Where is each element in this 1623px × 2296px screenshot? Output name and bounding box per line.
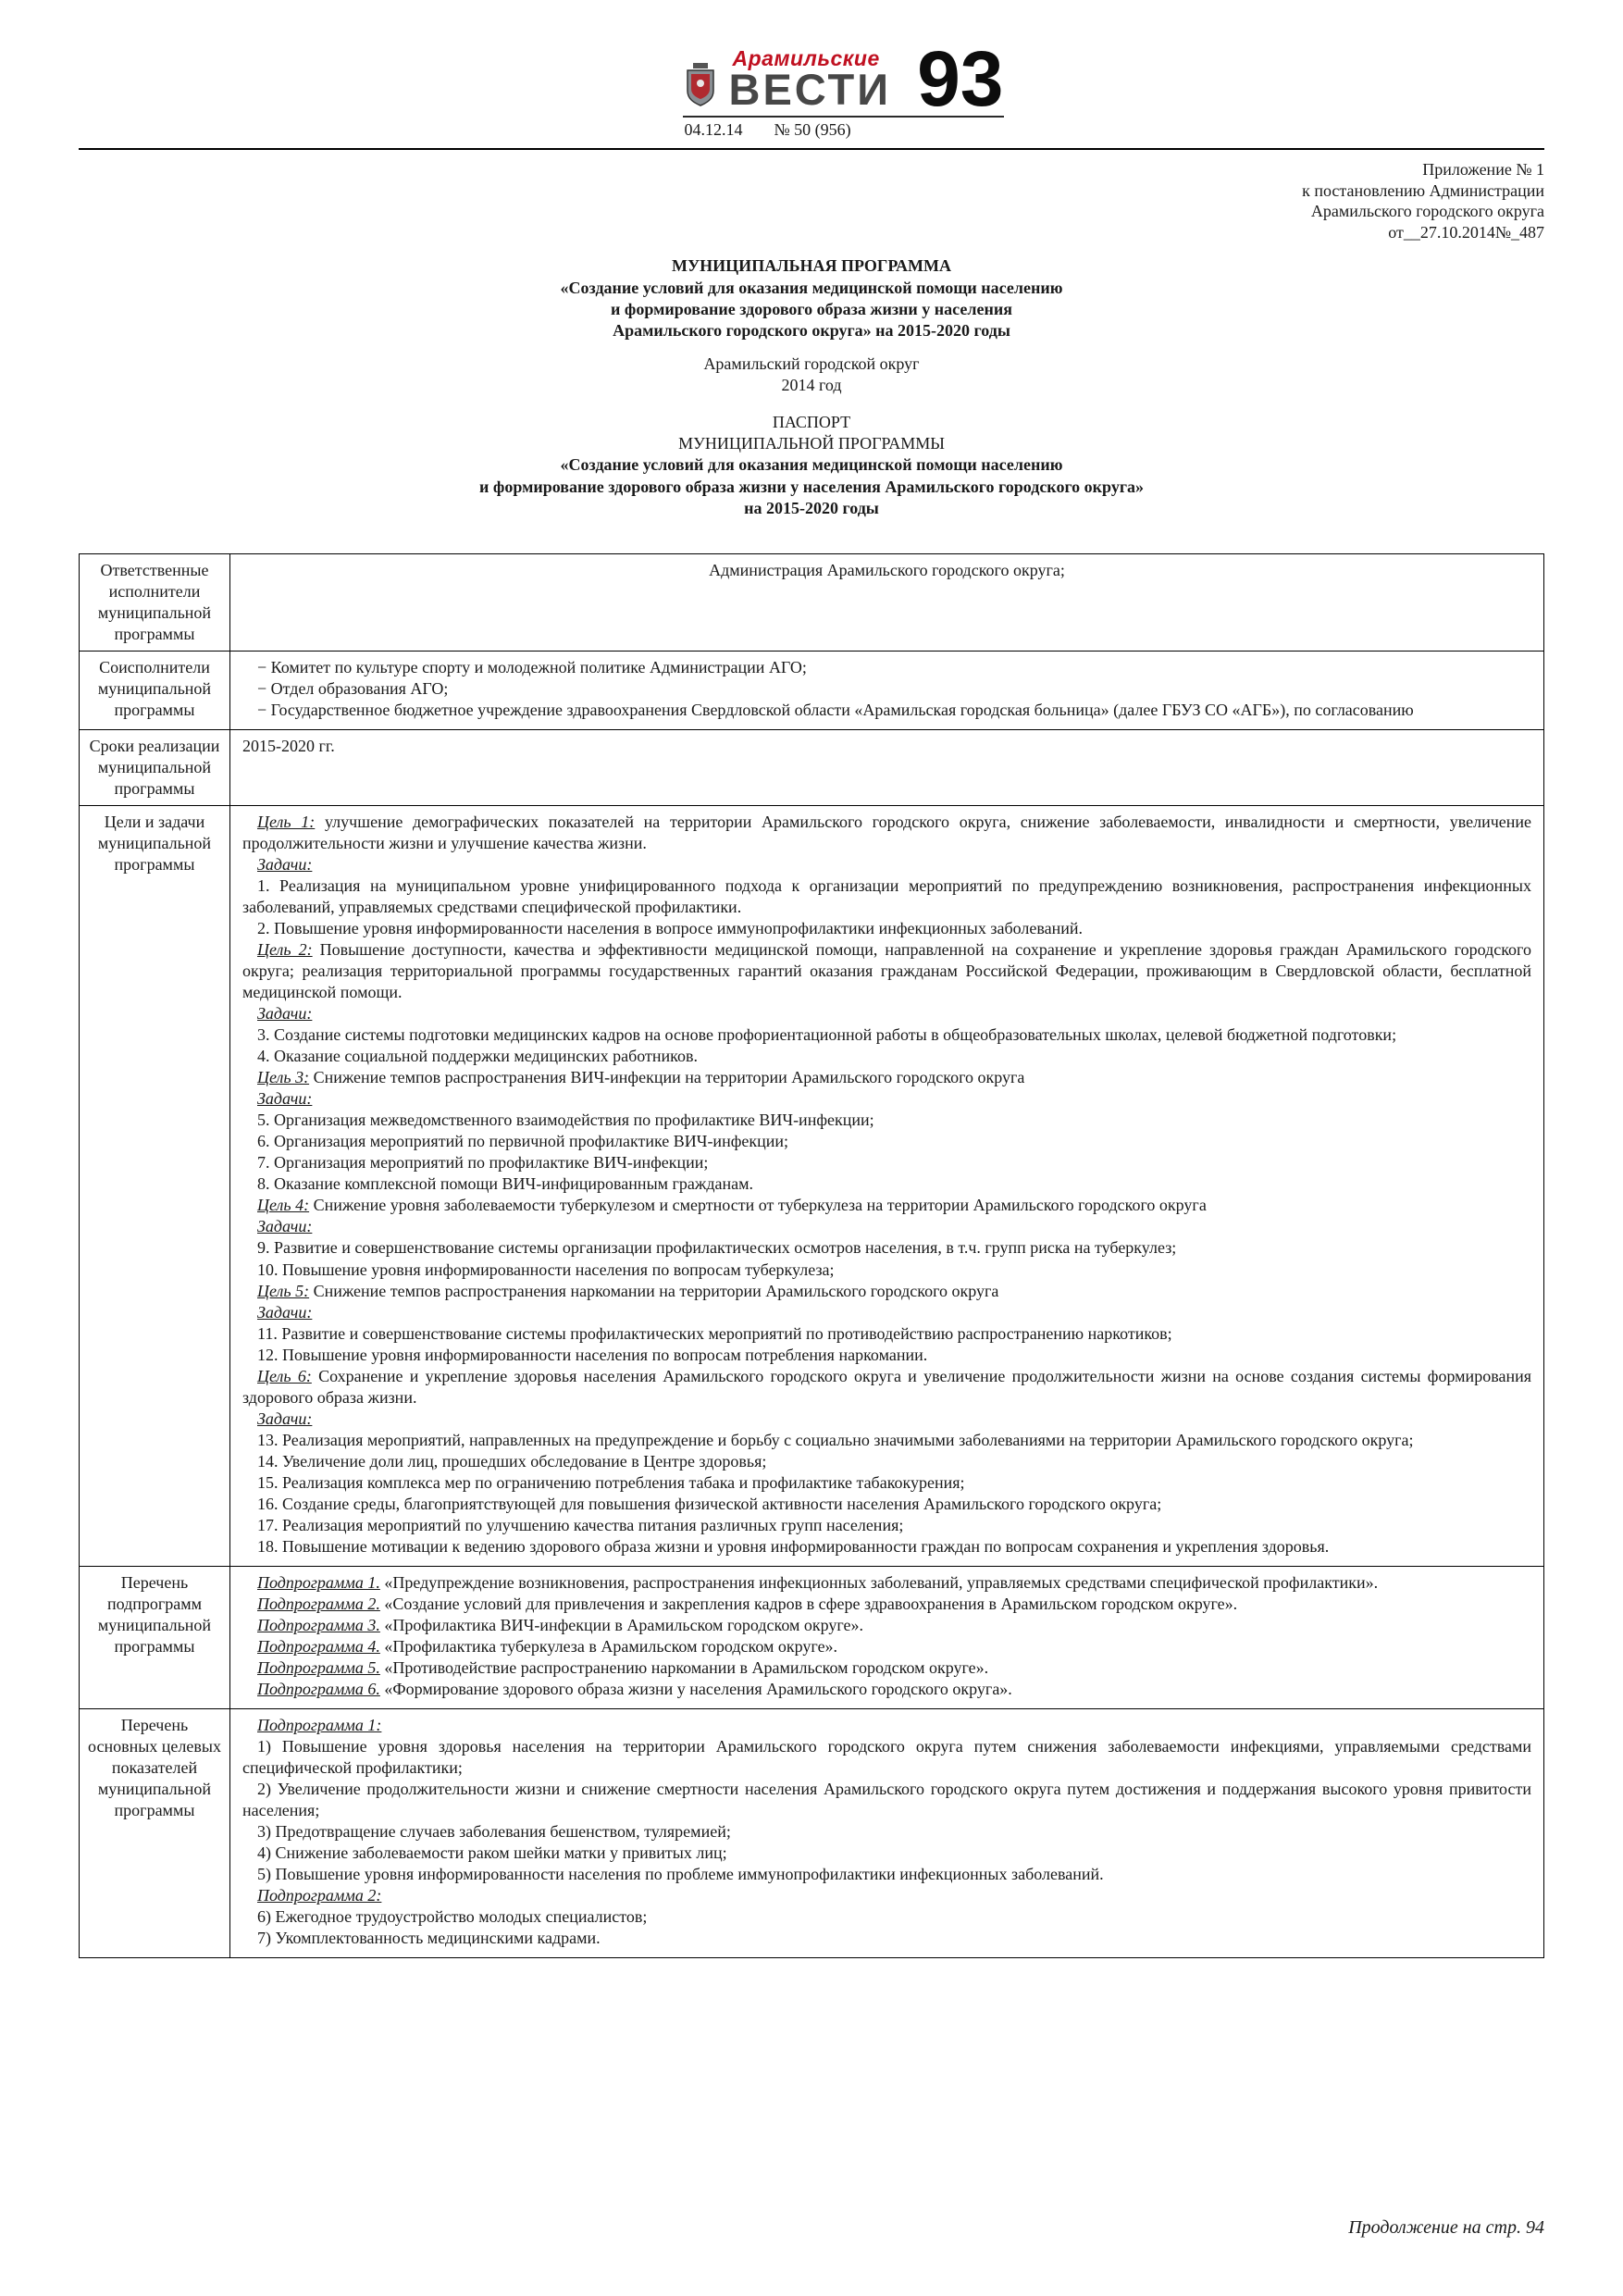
passport-heading-line: МУНИЦИПАЛЬНОЙ ПРОГРАММЫ [678, 433, 945, 453]
paragraph: Подпрограмма 6. «Формирование здорового образа жизни у населения Арамильского городского округа». [257, 1680, 1012, 1699]
paragraph: 3. Создание системы подготовки медицинских кадров на основе профориентационной работы в общеобразовательных школах, целевой бюджетной подготовки; [257, 1025, 1397, 1045]
paragraph [242, 854, 1531, 875]
program-subtitle-line: «Создание условий для оказания медицинской помощи населению [560, 278, 1063, 297]
city-crest-icon [683, 61, 718, 109]
paragraph: Цель 1: улучшение демографических показателей на территории Арамильского городского округа, снижение заболеваемости, инвалидности и смертности, увеличение продолжительности жизни и улучшение качества жизни. [242, 812, 1532, 852]
header-divider [79, 148, 1544, 150]
issue-date: 04.12.14 [684, 120, 743, 140]
paragraph: Администрация Арамильского городского округа; [709, 560, 1065, 579]
paragraph: Подпрограмма 5. «Противодействие распространению наркомании в Арамильском городском округе». [257, 1658, 989, 1678]
row-content [230, 806, 1543, 1566]
paragraph: 2) Увеличение продолжительности жизни и снижение смертности населения Арамильского городского округа путем достижения и поддержания высокого уровня привитости населения; [242, 1780, 1531, 1820]
program-subtitle-line: Арамильского городского округа» на 2015-2020 годы [613, 321, 1010, 341]
lead-label: Подпрограмма 4. [257, 1637, 380, 1657]
paragraph: Цель 5: Снижение темпов распространения наркомании на территории Арамильского городского округа [257, 1281, 999, 1300]
paragraph [242, 1715, 1531, 1736]
paragraph: 4) Снижение заболеваемости раком шейки матки у привитых лиц; [257, 1843, 727, 1863]
paragraph: Подпрограмма 3. «Профилактика ВИЧ-инфекции в Арамильском городском округе». [257, 1616, 864, 1634]
paragraph: 8. Оказание комплексной помощи ВИЧ-инфицированным гражданам. [257, 1174, 754, 1194]
masthead [79, 34, 1544, 140]
lead-label: Подпрограмма 2: [257, 1886, 382, 1905]
passport-subtitle-line: и формирование здорового образа жизни у населения Арамильского городского округа» [479, 477, 1144, 496]
lead-label: Цель 5: [257, 1281, 310, 1300]
annex-line: к постановлению Администрации [1302, 180, 1544, 200]
paragraph: Цель 6: Сохранение и укрепление здоровья населения Арамильского городского округа и увеличение продолжительности жизни на основе создания системы формирования здорового образа жизни. [242, 1366, 1531, 1407]
brand-text [728, 46, 892, 114]
page-number: 93 [917, 34, 1004, 122]
paragraph: 6) Ежегодное трудоустройство молодых специалистов; [257, 1907, 648, 1927]
row-content [230, 554, 1543, 651]
row-label: Сроки реализации муниципальной программы [80, 730, 230, 805]
lead-label: Подпрограмма 6. [257, 1680, 380, 1699]
lead-label: Подпрограмма 2. [257, 1594, 380, 1613]
passport-subtitle-line: на 2015-2020 годы [744, 499, 879, 518]
lead-label: Задачи: [257, 1409, 313, 1428]
brand-row [683, 34, 1004, 122]
row-content [230, 1567, 1543, 1708]
passport-heading [79, 412, 1544, 455]
paragraph [242, 1216, 1531, 1237]
paragraph: 5) Повышение уровня информированности населения по проблеме иммунопрофилактики инфекционных заболеваний. [257, 1865, 1104, 1884]
annex-block [79, 159, 1544, 242]
row-label: Ответственные исполнители муниципальной программы [80, 554, 230, 651]
paragraph: Цель 3: Снижение темпов распространения ВИЧ-инфекции на территории Арамильского городского округа [257, 1068, 1025, 1087]
lead-label: Цель 6: [257, 1366, 312, 1385]
lead-label: Задачи: [257, 1089, 313, 1109]
table-row [80, 554, 1543, 652]
paragraph: Цель 4: Снижение уровня заболеваемости туберкулезом и смертности от туберкулеза на территории Арамильского городского округа [257, 1196, 1207, 1215]
table-row [80, 1709, 1543, 1957]
paragraph: Подпрограмма 1. «Предупреждение возникновения, распространения инфекционных заболеваний, управляемых средствами специфической профилактики». [257, 1572, 1379, 1592]
row-label: Цели и задачи муниципальной программы [80, 806, 230, 1566]
document-title-block [79, 255, 1544, 519]
paragraph: − Государственное бюджетное учреждение здравоохранения Свердловской области «Арамильская городская больница» (далее ГБУЗ СО «АГБ»), по согласованию [257, 700, 1414, 719]
row-label: Соисполнители муниципальной программы [80, 652, 230, 729]
row-content [230, 652, 1543, 729]
paragraph: 2015-2020 гг. [242, 736, 335, 755]
paragraph [242, 1003, 1531, 1024]
paragraph: 3) Предотвращение случаев заболевания бешенством, туляремией; [257, 1822, 731, 1842]
lead-label: Подпрограмма 3. [257, 1616, 380, 1634]
lead-label: Подпрограмма 1. [257, 1572, 380, 1592]
row-label: Перечень подпрограмм муниципальной программы [80, 1567, 230, 1708]
paragraph: 1) Повышение уровня здоровья населения на территории Арамильского городского округа путем снижения заболеваемости инфекциями, управляемыми средствами специфической профилактики; [242, 1737, 1531, 1778]
passport-subtitle [79, 454, 1544, 519]
paragraph [242, 1885, 1531, 1906]
paragraph: 13. Реализация мероприятий, направленных на предупреждение и борьбу с социально значимыми заболеваниями на территории Арамильского городского округа; [257, 1430, 1414, 1449]
paragraph: 16. Создание среды, благоприятствующей для повышения физической активности населения Арамильского городского округа; [257, 1494, 1162, 1513]
paragraph: 2. Повышение уровня информированности населения в вопросе иммунопрофилактики инфекционных заболеваний. [257, 919, 1083, 937]
table-row [80, 806, 1543, 1567]
lead-label: Задачи: [257, 1217, 313, 1236]
paragraph: 7) Укомплектованность медицинскими кадрами. [257, 1929, 601, 1948]
row-content [230, 730, 1543, 805]
passport-subtitle-line: «Создание условий для оказания медицинской помощи населению [560, 455, 1063, 475]
table-row [80, 730, 1543, 806]
lead-label: Подпрограмма 1: [257, 1716, 382, 1735]
annex-line: Арамильского городского округа [1310, 202, 1544, 221]
lead-label: Задачи: [257, 854, 313, 874]
paragraph: 15. Реализация комплекса мер по ограничению потребления табака и профилактике табакокурения; [257, 1472, 965, 1492]
continuation-note: Продолжение на стр. 94 [1348, 2217, 1544, 2238]
annex-line: Приложение № 1 [1422, 160, 1544, 180]
brand-name-bottom: ВЕСТИ [728, 65, 892, 114]
paragraph: Подпрограмма 4. «Профилактика туберкулеза в Арамильском городском округе». [257, 1637, 838, 1657]
place-line: Арамильский городской округ [703, 354, 920, 373]
paragraph [242, 1302, 1531, 1323]
lead-label: Цель 3: [257, 1068, 310, 1087]
paragraph: 18. Повышение мотивации к ведению здорового образа жизни и уровня информированности граждан по вопросам сохранения и укрепления здоровья. [257, 1536, 1330, 1556]
paragraph: Цель 2: Повышение доступности, качества и эффективности медицинской помощи, направленной на сохранение и укрепление здоровья граждан Арамильского городского округа; реализация территориальной программы государственных гарантий оказания гражданам Российской Федерации, проживающим в Свердловской области, бесплатной медицинской помощи. [242, 940, 1531, 1002]
paragraph: 4. Оказание социальной поддержки медицинских работников. [257, 1047, 698, 1066]
table-row [80, 1567, 1543, 1709]
paragraph: 1. Реализация на муниципальном уровне унифицированного подхода к организации мероприятий по предупреждению возникновения, распространения инфекционных заболеваний, управляемых средствами специфической профилактики. [242, 875, 1531, 916]
paragraph [242, 1088, 1531, 1110]
paragraph: − Комитет по культуре спорту и молодежной политике Администрации АГО; [257, 657, 807, 676]
paragraph: 10. Повышение уровня информированности населения по вопросам туберкулеза; [257, 1260, 835, 1279]
annex-line: от__27.10.2014№_487 [1388, 222, 1544, 242]
year-line: 2014 год [781, 376, 842, 395]
paragraph: − Отдел образования АГО; [257, 678, 449, 698]
lead-label: Задачи: [257, 1302, 313, 1322]
row-content [230, 1709, 1543, 1957]
brand-name-top: Арамильские [732, 46, 880, 70]
paragraph: 14. Увеличение доли лиц, прошедших обследование в Центре здоровья; [257, 1451, 767, 1471]
paragraph: 9. Развитие и совершенствование системы организации профилактических осмотров населения, в т.ч. групп риска на туберкулез; [257, 1238, 1177, 1258]
program-subtitle [79, 278, 1544, 342]
paragraph: 5. Организация межведомственного взаимодействия по профилактике ВИЧ-инфекции; [257, 1111, 874, 1130]
table-row [80, 652, 1543, 730]
paragraph: 12. Повышение уровня информированности населения по вопросам потребления наркомании. [257, 1345, 928, 1364]
lead-label: Подпрограмма 5. [257, 1658, 380, 1678]
paragraph: 6. Организация мероприятий по первичной профилактике ВИЧ-инфекции; [257, 1132, 788, 1151]
lead-label: Цель 4: [257, 1196, 310, 1215]
program-title: МУНИЦИПАЛЬНАЯ ПРОГРАММА [671, 256, 952, 276]
paragraph [242, 1409, 1531, 1430]
newspaper-logo [683, 34, 1004, 140]
lead-label: Цель 2: [257, 940, 313, 960]
passport-heading-line: ПАСПОРТ [772, 412, 851, 431]
paragraph: 7. Организация мероприятий по профилактике ВИЧ-инфекции; [257, 1153, 709, 1173]
lead-label: Задачи: [257, 1004, 313, 1024]
issue-number: № 50 (956) [774, 120, 851, 140]
passport-table [79, 553, 1544, 1959]
row-label: Перечень основных целевых показателей муниципальной программы [80, 1709, 230, 1957]
lead-label: Цель 1: [257, 812, 316, 831]
program-subtitle-line: и формирование здорового образа жизни у населения [611, 300, 1012, 319]
paragraph: 17. Реализация мероприятий по улучшению качества питания различных групп населения; [257, 1515, 904, 1534]
paragraph: 11. Развитие и совершенствование системы профилактических мероприятий по противодействию распространению наркотиков; [257, 1323, 1172, 1343]
paragraph: Подпрограмма 2. «Создание условий для привлечения и закрепления кадров в сфере здравоохранения в Арамильском городском округе». [257, 1594, 1238, 1613]
